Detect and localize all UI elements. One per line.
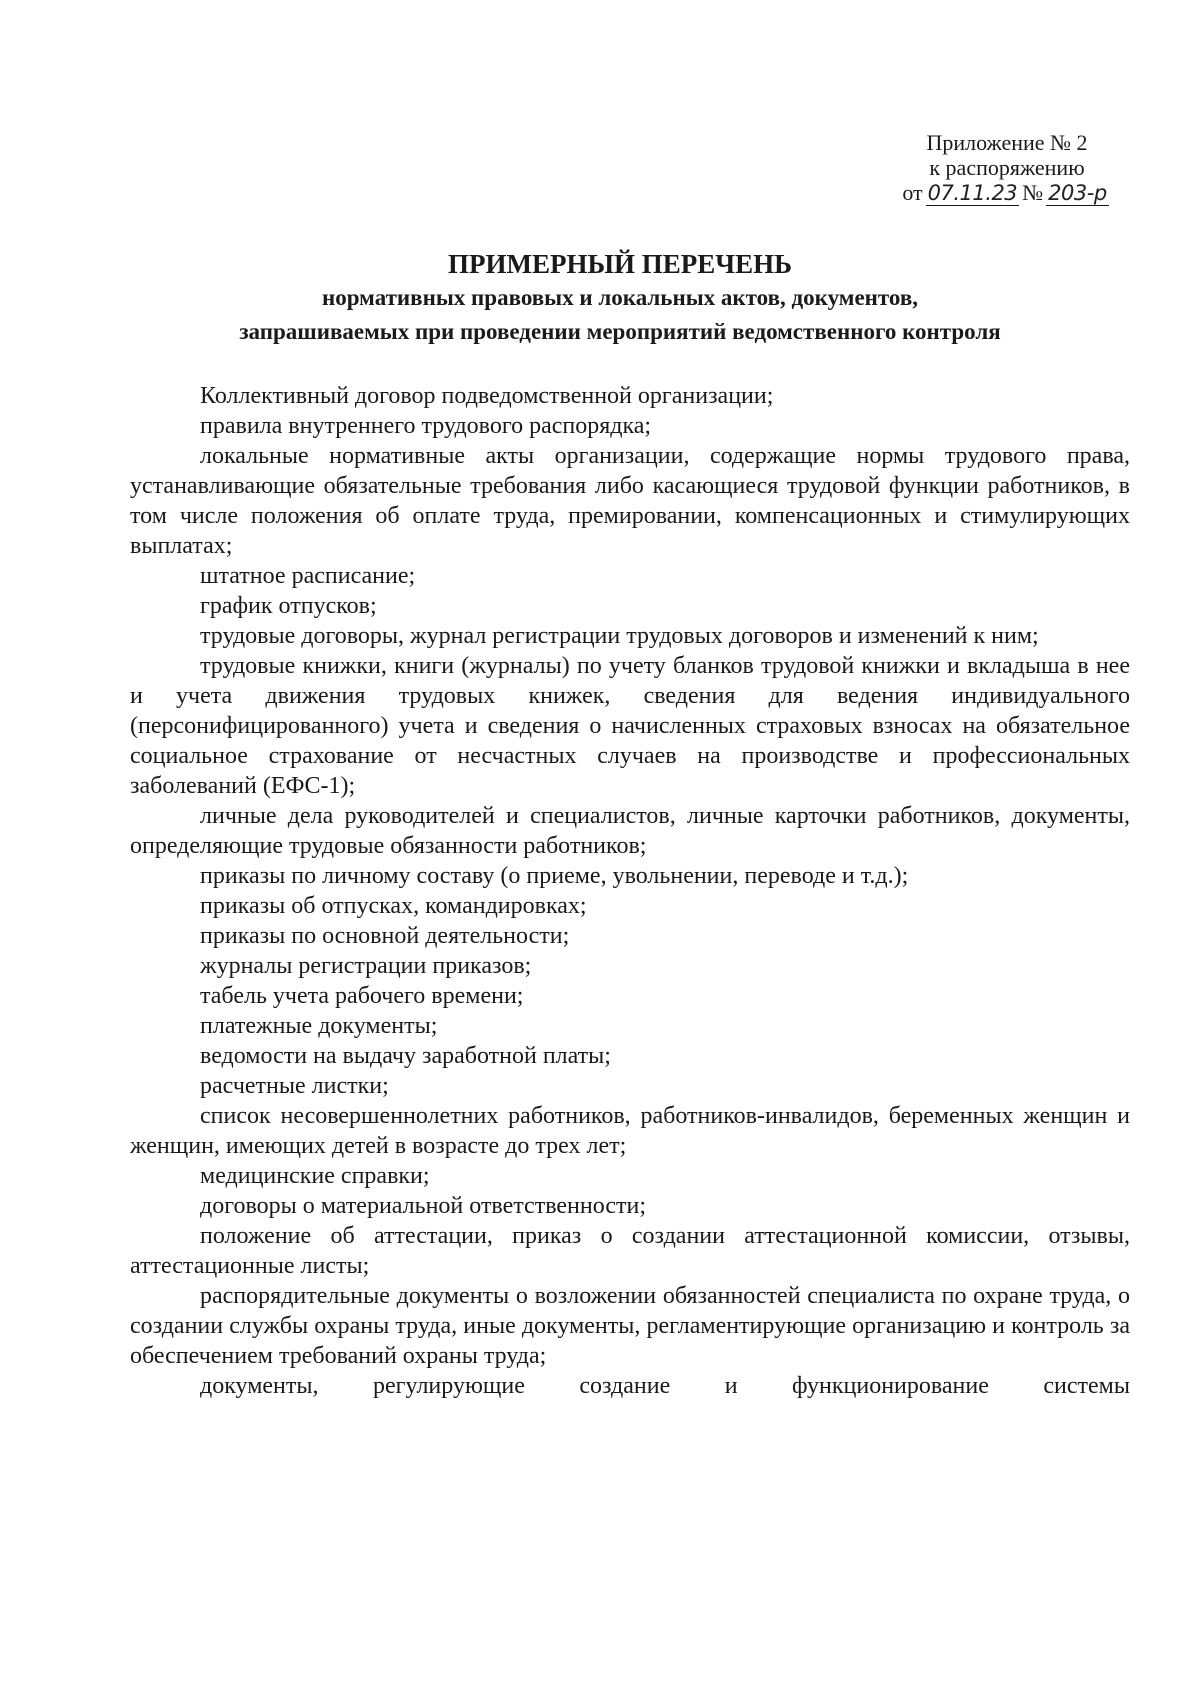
list-item: положение об аттестации, приказ о создании аттестационной комиссии, отзывы, аттестационные листы; [130, 1223, 1130, 1279]
appendix-date-number [902, 180, 1112, 206]
list-item: Коллективный договор подведомственной организации; [200, 383, 774, 409]
list-item: приказы по основной деятельности; [200, 923, 570, 949]
title-main: ПРИМЕРНЫЙ ПЕРЕЧЕНЬ [448, 249, 792, 279]
document-list [130, 381, 1130, 1401]
handwritten-date: 07.11.23 [927, 181, 1018, 205]
list-item: договоры о материальной ответственности; [200, 1193, 646, 1219]
appendix-header [902, 130, 1112, 206]
list-item: правила внутреннего трудового распорядка; [200, 413, 652, 439]
title-subtitle-line1: нормативных правовых и локальных актов, документов, [321, 285, 918, 310]
list-item: расчетные листки; [200, 1073, 389, 1099]
handwritten-number: 203-р [1048, 181, 1107, 205]
list-item: распорядительные документы о возложении обязанностей специалиста по охране труда, о создании службы охраны труда, иные документы, регламентирующие организацию и контроль за обеспечением требований охраны труда; [130, 1283, 1130, 1369]
list-item: трудовые книжки, книги (журналы) по учету бланков трудовой книжки и вкладыша в нее и учета движения трудовых книжек, сведения для ведения индивидуального (персонифицированного) учета и сведения о начисленных страховых взносах на обязательное социальное страхование от несчастных случаев на производстве и профессиональных заболеваний (ЕФС-1); [130, 653, 1130, 799]
appendix-reference: к распоряжению [929, 155, 1085, 180]
list-item: приказы по личному составу (о приеме, увольнении, переводе и т.д.); [200, 863, 909, 889]
document-title [130, 247, 1110, 349]
list-item: журналы регистрации приказов; [200, 953, 532, 979]
list-item: документы, регулирующие создание и функционирование системы [200, 1373, 1130, 1399]
from-label: от [902, 180, 923, 205]
list-item: платежные документы; [200, 1013, 438, 1039]
list-item: медицинские справки; [200, 1163, 430, 1189]
list-item: список несовершеннолетних работников, работников-инвалидов, беременных женщин и женщин, имеющих детей в возрасте до трех лет; [130, 1103, 1130, 1159]
appendix-number: Приложение № 2 [926, 130, 1088, 155]
list-item: график отпусков; [200, 593, 377, 619]
list-item: приказы об отпусках, командировках; [200, 893, 587, 919]
list-item: локальные нормативные акты организации, содержащие нормы трудового права, устанавливающие обязательные требования либо касающиеся трудовой функции работников, в том числе положения об оплате труда, премировании, компенсационных и стимулирующих выплатах; [130, 443, 1130, 559]
title-subtitle-line2: запрашиваемых при проведении мероприятий ведомственного контроля [239, 319, 1001, 344]
list-item: табель учета рабочего времени; [200, 983, 524, 1009]
list-item: трудовые договоры, журнал регистрации трудовых договоров и изменений к ним; [200, 623, 1039, 649]
list-item: штатное расписание; [200, 563, 416, 589]
number-label: № [1022, 180, 1044, 205]
list-item: ведомости на выдачу заработной платы; [200, 1043, 611, 1069]
list-item: личные дела руководителей и специалистов, личные карточки работников, документы, определяющие трудовые обязанности работников; [130, 803, 1130, 859]
